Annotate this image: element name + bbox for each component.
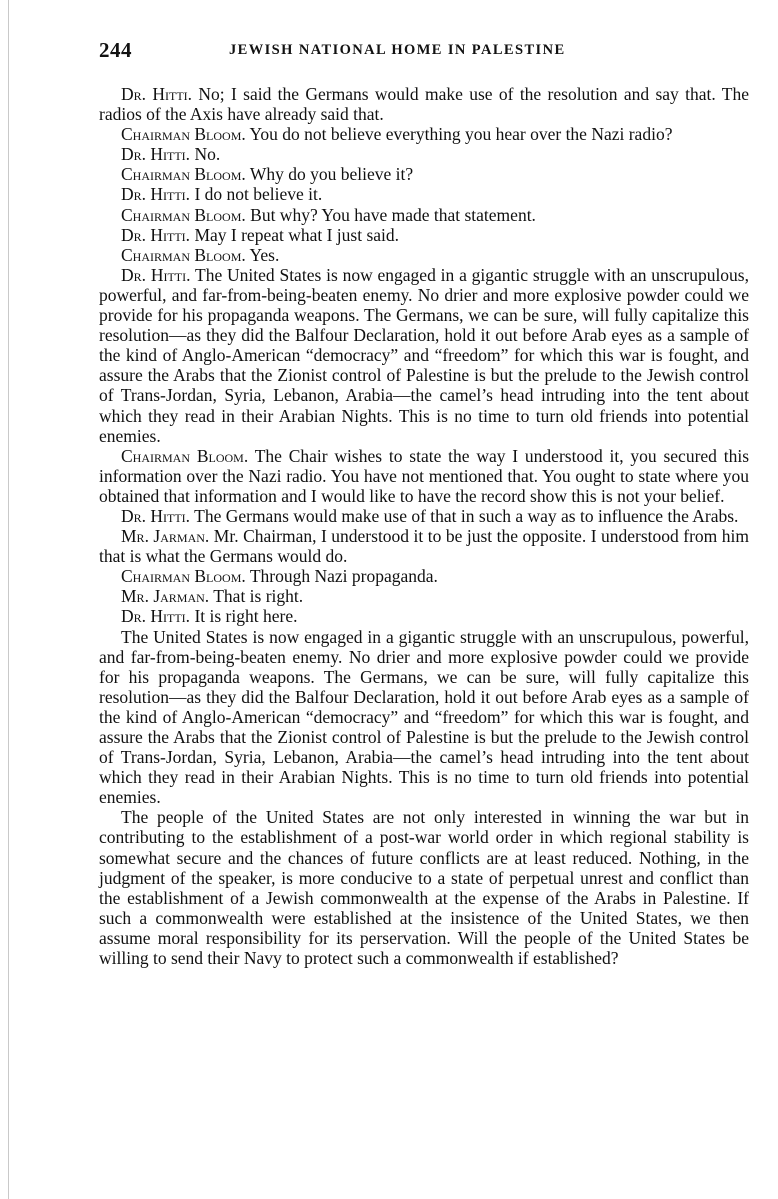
speaker-label: Chairman Bloom. (121, 164, 246, 185)
testimony-paragraph (99, 566, 749, 586)
speaker-label: Dr. Hitti. (121, 264, 191, 285)
paragraph-text: I do not believe it. (194, 184, 323, 205)
paragraph-text: May I repeat what I just said. (194, 224, 400, 245)
paragraph-text: The United States is now engaged in a gigantic struggle with an unscrupulous, powerful, and far-from-being-beaten enemy. No drier and more explosive powder could we provide for his propaganda weapons. The Germans, we can be sure, will fully capitalize this resolution—as they did the Balfour Declaration, hold it out before Arab eyes as a sample of the kind of Anglo-American “democracy” and “freedom” for which this war is fought, and assure the Arabs that the Zionist control of Palestine is but the prelude to the Jewish control of Trans-Jordan, Syria, Lebanon, Arabia—the camel’s head intruding into the tent about which they read in their Arabian Nights. This is no time to turn old friends into potential enemies. (99, 264, 749, 446)
paragraph-text: That is right. (213, 586, 304, 607)
speaker-label: Dr. Hitti. (121, 84, 193, 104)
speaker-label: Dr. Hitti. (121, 184, 191, 205)
paragraph-text: The Germans would make use of that in such a way as to influence the Arabs. (194, 505, 739, 526)
testimony-paragraph (99, 526, 749, 566)
testimony-paragraph (99, 506, 749, 526)
speaker-label: Dr. Hitti. (121, 144, 191, 165)
testimony-paragraph (99, 144, 749, 164)
statement-paragraph (99, 627, 749, 808)
paragraph-text: No; I said the Germans would make use of the resolution and say that. The radios of the Axis have already said that. (99, 84, 749, 125)
speaker-label: Chairman Bloom. (121, 445, 249, 466)
page-number: 244 (99, 38, 132, 62)
testimony-paragraph (99, 84, 749, 124)
testimony-paragraph (99, 164, 749, 184)
testimony-paragraph (99, 184, 749, 204)
testimony-body (99, 84, 749, 968)
paragraph-text: Yes. (249, 244, 280, 265)
paragraph-text: The United States is now engaged in a gigantic struggle with an unscrupulous, powerful, and far-from-being-beaten enemy. No drier and more explosive powder could we provide for his propaganda weapons. The Germans, we can be sure, will fully capitalize this resolution—as they did the Balfour Declaration, hold it out before Arab eyes as a sample of the kind of Anglo-American “democracy” and “freedom” for which this war is fought, and assure the Arabs that the Zionist control of Palestine is but the prelude to the Jewish control of Trans-Jordan, Syria, Lebanon, Arabia—the camel’s head intruding into the tent about which they read in their Arabian Nights. This is no time to turn old friends into potential enemies. (99, 626, 749, 808)
speaker-label: Chairman Bloom. (121, 204, 246, 225)
testimony-paragraph (99, 265, 749, 446)
speaker-label: Chairman Bloom. (121, 124, 246, 145)
testimony-paragraph (99, 586, 749, 606)
testimony-paragraph (99, 205, 749, 225)
paragraph-text: But why? You have made that statement. (250, 204, 536, 225)
testimony-paragraph (99, 606, 749, 626)
paragraph-text: Why do you believe it? (249, 164, 414, 185)
speaker-label: Dr. Hitti. (121, 606, 191, 627)
running-head: JEWISH NATIONAL HOME IN PALESTINE (229, 42, 566, 58)
speaker-label: Mr. Jarman. (121, 586, 210, 607)
page-header (99, 38, 749, 68)
testimony-paragraph (99, 124, 749, 144)
paragraph-text: The people of the United States are not only interested in winning the war but in contributing to the establishment of a post-war world order in which regional stability is somewhat secure and the chances of future conflicts are at least reduced. Nothing, in the judgment of the speaker, is more conducive to a state of perpetual unrest and conflict than the establishment of a Jewish commonwealth at the expense of the Arabs in Palestine. If such a commonwealth were established at the insistence of the United States, we then assume moral responsibility for its perservation. Will the people of the United States be willing to send their Navy to protect such a commonwealth if established? (99, 807, 749, 969)
paragraph-text: Mr. Chairman, I understood it to be just the opposite. I understood from him that is what the Germans would do. (99, 526, 750, 567)
paragraph-text: You do not believe everything you hear over the Nazi radio? (249, 124, 673, 145)
page-edge-rule (8, 0, 9, 1199)
speaker-label: Chairman Bloom. (121, 566, 246, 587)
testimony-paragraph (99, 225, 749, 245)
paragraph-text: Through Nazi propaganda. (249, 566, 438, 587)
paragraph-text: The Chair wishes to state the way I understood it, you secured this information over the Nazi radio. You have not mentioned that. You ought to state where you obtained that information and I would like to have the record show this is not your belief. (99, 445, 750, 506)
paragraph-text: No. (194, 144, 221, 165)
speaker-label: Mr. Jarman. (121, 526, 210, 547)
speaker-label: Dr. Hitti. (121, 505, 191, 526)
speaker-label: Dr. Hitti. (121, 224, 191, 245)
statement-paragraph (99, 807, 749, 968)
paragraph-text: It is right here. (194, 606, 298, 627)
testimony-paragraph (99, 446, 749, 506)
speaker-label: Chairman Bloom. (121, 244, 246, 265)
testimony-paragraph (99, 245, 749, 265)
